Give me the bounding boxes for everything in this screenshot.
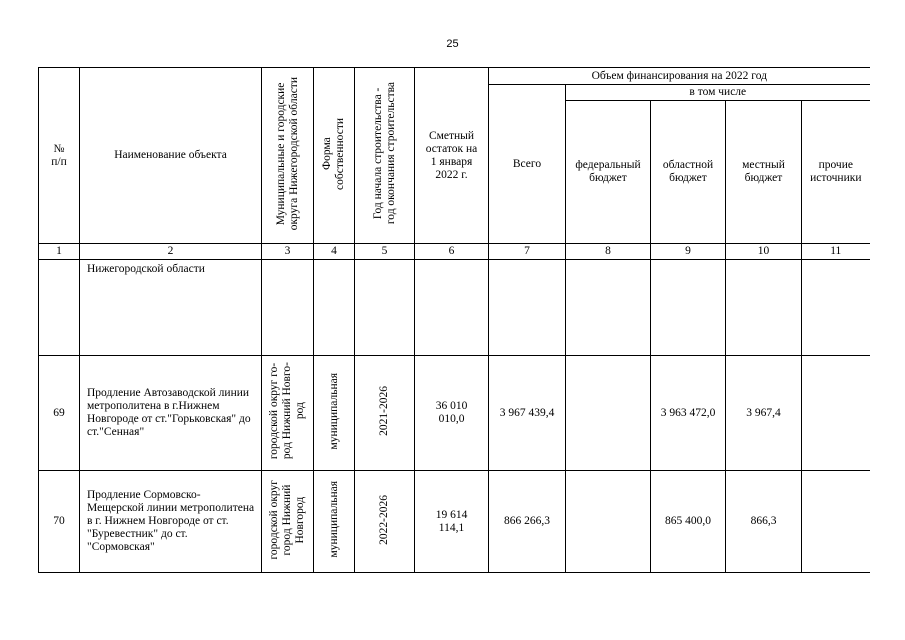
header-regional: областной бюджет [651, 101, 726, 244]
row-estimate: 36 010 010,0 [415, 356, 489, 471]
row-name: Продление Сормовско-Мещерской линии метрополитена в г. Нижнем Новгороде от ст. "Буревестник" до ст. "Сормовская" [80, 471, 262, 573]
row-regional: 865 400,0 [651, 471, 726, 573]
row-years: 2022-2026 [355, 471, 415, 573]
col-number: 9 [651, 244, 726, 260]
financing-table [38, 67, 870, 573]
col-number: 10 [726, 244, 802, 260]
row-other [802, 356, 870, 471]
header-federal: федеральный бюджет [566, 101, 651, 244]
header-row-1 [39, 68, 870, 85]
header-municipality: Муниципальные и городские округа Нижегородской области [262, 68, 314, 244]
row-ownership: муниципальная [314, 356, 355, 471]
col-number: 2 [80, 244, 262, 260]
col-number: 4 [314, 244, 355, 260]
row-federal [566, 471, 651, 573]
header-ownership: Форма собственности [314, 68, 355, 244]
header-total: Всего [489, 85, 566, 244]
header-name: Наименование объекта [80, 68, 262, 244]
header-including: в том числе [566, 85, 870, 101]
header-estimate: Сметный остаток на 1 января 2022 г. [415, 68, 489, 244]
col-number: 5 [355, 244, 415, 260]
header-financing: Объем финансирования на 2022 год [489, 68, 870, 85]
header-years: Год начала строительства - год окончания строительства [355, 68, 415, 244]
row-total: 3 967 439,4 [489, 356, 566, 471]
col-number: 3 [262, 244, 314, 260]
column-number-row [39, 244, 870, 260]
header-local: местный бюджет [726, 101, 802, 244]
row-municipality: городской округ город Нижний Новгород [262, 471, 314, 573]
continuation-text: Нижегородской области [80, 260, 262, 356]
col-number: 8 [566, 244, 651, 260]
col-number: 1 [39, 244, 80, 260]
row-years: 2021-2026 [355, 356, 415, 471]
row-total: 866 266,3 [489, 471, 566, 573]
row-estimate: 19 614 114,1 [415, 471, 489, 573]
page-number: 25 [446, 38, 459, 50]
row-num: 69 [39, 356, 80, 471]
row-num: 70 [39, 471, 80, 573]
col-number: 6 [415, 244, 489, 260]
col-number: 7 [489, 244, 566, 260]
col-number: 11 [802, 244, 870, 260]
row-other [802, 471, 870, 573]
header-num: № п/п [39, 68, 80, 244]
row-ownership: муниципальная [314, 471, 355, 573]
row-local: 3 967,4 [726, 356, 802, 471]
row-name: Продление Автозаводской линии метрополитена в г.Нижнем Новгороде от ст."Горьковская" до ст."Сенная" [80, 356, 262, 471]
row-local: 866,3 [726, 471, 802, 573]
header-other: прочие источники [802, 101, 870, 244]
table-row [39, 356, 870, 471]
table-row [39, 471, 870, 573]
row-regional: 3 963 472,0 [651, 356, 726, 471]
row-federal [566, 356, 651, 471]
row-municipality: городской округ го- род Нижний Новго- род [262, 356, 314, 471]
continuation-row [39, 260, 870, 356]
